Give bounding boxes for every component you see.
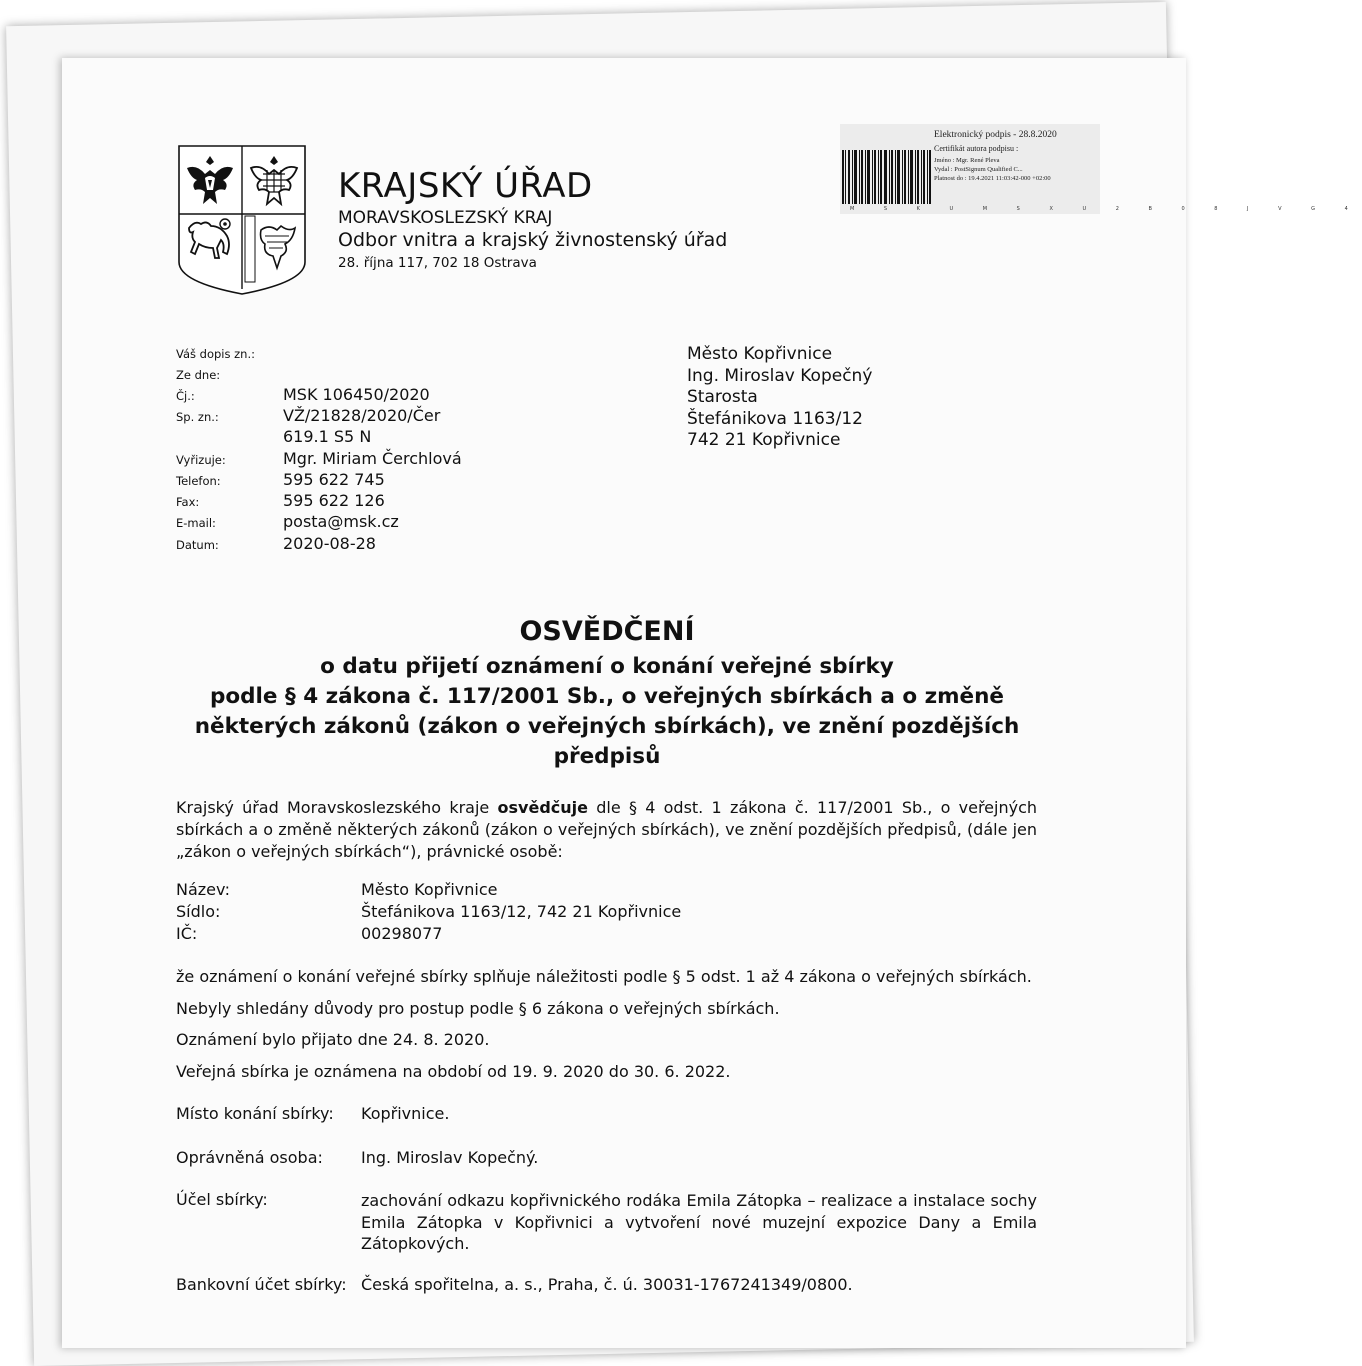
entity-label-name: Název: (176, 880, 230, 899)
detail-label-person: Oprávněná osoba: (176, 1148, 323, 1167)
recipient-line-1: Město Kopřivnice (687, 344, 833, 364)
office-address: 28. října 117, 702 18 Ostrava (338, 255, 537, 271)
recipient-line-5: 742 21 Kopřivnice (687, 430, 841, 450)
detail-value-bank: Česká spořitelna, a. s., Praha, č. ú. 30031-1767241349/0800. (361, 1275, 853, 1294)
esig-title: Elektronický podpis - 28.8.2020 (934, 130, 1057, 140)
barcode-digits: M S K U M S X U 2 B 0 8 J V G 4 (850, 206, 1362, 212)
document-subtitle-2: podle § 4 zákona č. 117/2001 Sb., o veřejných sbírkách a o změně (209, 684, 1005, 709)
office-department: Odbor vnitra a krajský živnostenský úřad (338, 229, 728, 251)
entity-value-name: Město Kopřivnice (361, 880, 498, 899)
meta-value-phone: 595 622 745 (283, 470, 385, 489)
entity-value-seat: Štefánikova 1163/12, 742 21 Kopřivnice (361, 902, 682, 921)
meta-label-cj: Čj.: (176, 389, 195, 403)
intro-paragraph (176, 797, 1037, 863)
detail-label-place: Místo konání sbírky: (176, 1104, 334, 1123)
statement-1: že oznámení o konání veřejné sbírky splňuje náležitosti podle § 5 odst. 1 až 4 zákona o veřejných sbírkách. (176, 967, 1032, 986)
intro-rest: dle § 4 odst. 1 zákona č. 117/2001 Sb., o veřejných sbírkách a o změně některých zákonů (zákon o veřejných sbírkách), ve znění pozdějších předpisů, (dále jen „zákon o veřejných sbírkách“), právnické osobě: (176, 798, 1038, 861)
meta-label-date: Datum: (176, 538, 219, 552)
meta-label-your-ref: Váš dopis zn.: (176, 347, 256, 361)
detail-label-purpose: Účel sbírky: (176, 1190, 268, 1209)
document-title: OSVĚDČENÍ (519, 616, 695, 647)
coat-of-arms-icon (177, 144, 307, 296)
meta-label-spzn: Sp. zn.: (176, 410, 219, 424)
recipient-line-2: Ing. Miroslav Kopečný (687, 365, 873, 386)
detail-value-person: Ing. Miroslav Kopečný. (361, 1148, 539, 1167)
intro-bold: osvědčuje (497, 798, 588, 817)
document-subtitle-1: o datu přijetí oznámení o konání veřejné sbírky (320, 654, 894, 679)
electronic-signature-stamp (840, 124, 1362, 214)
esig-issuer: Vydal : PostSignum Qualified C... (934, 166, 1023, 173)
intro-start: Krajský úřad Moravskoslezského kraje (176, 798, 498, 817)
meta-value-email: posta@msk.cz (283, 512, 399, 531)
statement-4: Veřejná sbírka je oznámena na období od 19. 9. 2020 do 30. 6. 2022. (176, 1062, 731, 1081)
entity-label-ic: IČ: (176, 924, 198, 943)
meta-label-email: E-mail: (176, 516, 216, 530)
meta-value-handler: Mgr. Miriam Čerchlová (283, 449, 462, 468)
barcode-icon (842, 150, 932, 204)
esig-validity: Platnost do : 19.4.2021 11:03:42-000 +02:00 (934, 175, 1051, 182)
meta-label-fax: Fax: (176, 495, 200, 509)
detail-label-bank: Bankovní účet sbírky: (176, 1275, 347, 1294)
document-subtitle-4: předpisů (553, 744, 661, 769)
recipient-line-4: Štefánikova 1163/12 (687, 408, 863, 429)
entity-label-seat: Sídlo: (176, 902, 221, 921)
statement-2: Nebyly shledány důvody pro postup podle § 6 zákona o veřejných sbírkách. (176, 999, 780, 1018)
esig-name: Jméno : Mgr. René Pleva (934, 157, 1000, 164)
meta-value-spzn: VŽ/21828/2020/Čer (283, 406, 441, 425)
meta-value-date: 2020-08-28 (283, 534, 376, 553)
document-subtitle-3: některých zákonů (zákon o veřejných sbírkách), ve znění pozdějších (194, 714, 1020, 739)
detail-value-purpose: zachování odkazu kopřivnického rodáka Emila Zátopka – realizace a instalace sochy Emila Zátopka v Kopřivnici a vytvoření nové muzejní expozice Dany a Emila Zátopkových. (361, 1191, 1037, 1253)
office-region: MORAVSKOSLEZSKÝ KRAJ (338, 208, 553, 228)
meta-value-cj: MSK 106450/2020 (283, 385, 430, 404)
meta-label-handler: Vyřizuje: (176, 453, 226, 467)
meta-label-phone: Telefon: (176, 474, 221, 488)
office-title: KRAJSKÝ ÚŘAD (338, 166, 593, 206)
meta-value-file-code: 619.1 S5 N (283, 427, 372, 446)
meta-label-date-of: Ze dne: (176, 368, 221, 382)
esig-certificate-label: Certifikát autora podpisu : (934, 144, 1019, 153)
meta-value-fax: 595 622 126 (283, 491, 385, 510)
recipient-address (687, 344, 872, 452)
entity-value-ic: 00298077 (361, 924, 443, 943)
recipient-line-3: Starosta (687, 387, 758, 407)
statement-3: Oznámení bylo přijato dne 24. 8. 2020. (176, 1030, 490, 1049)
detail-value-place: Kopřivnice. (361, 1104, 450, 1123)
